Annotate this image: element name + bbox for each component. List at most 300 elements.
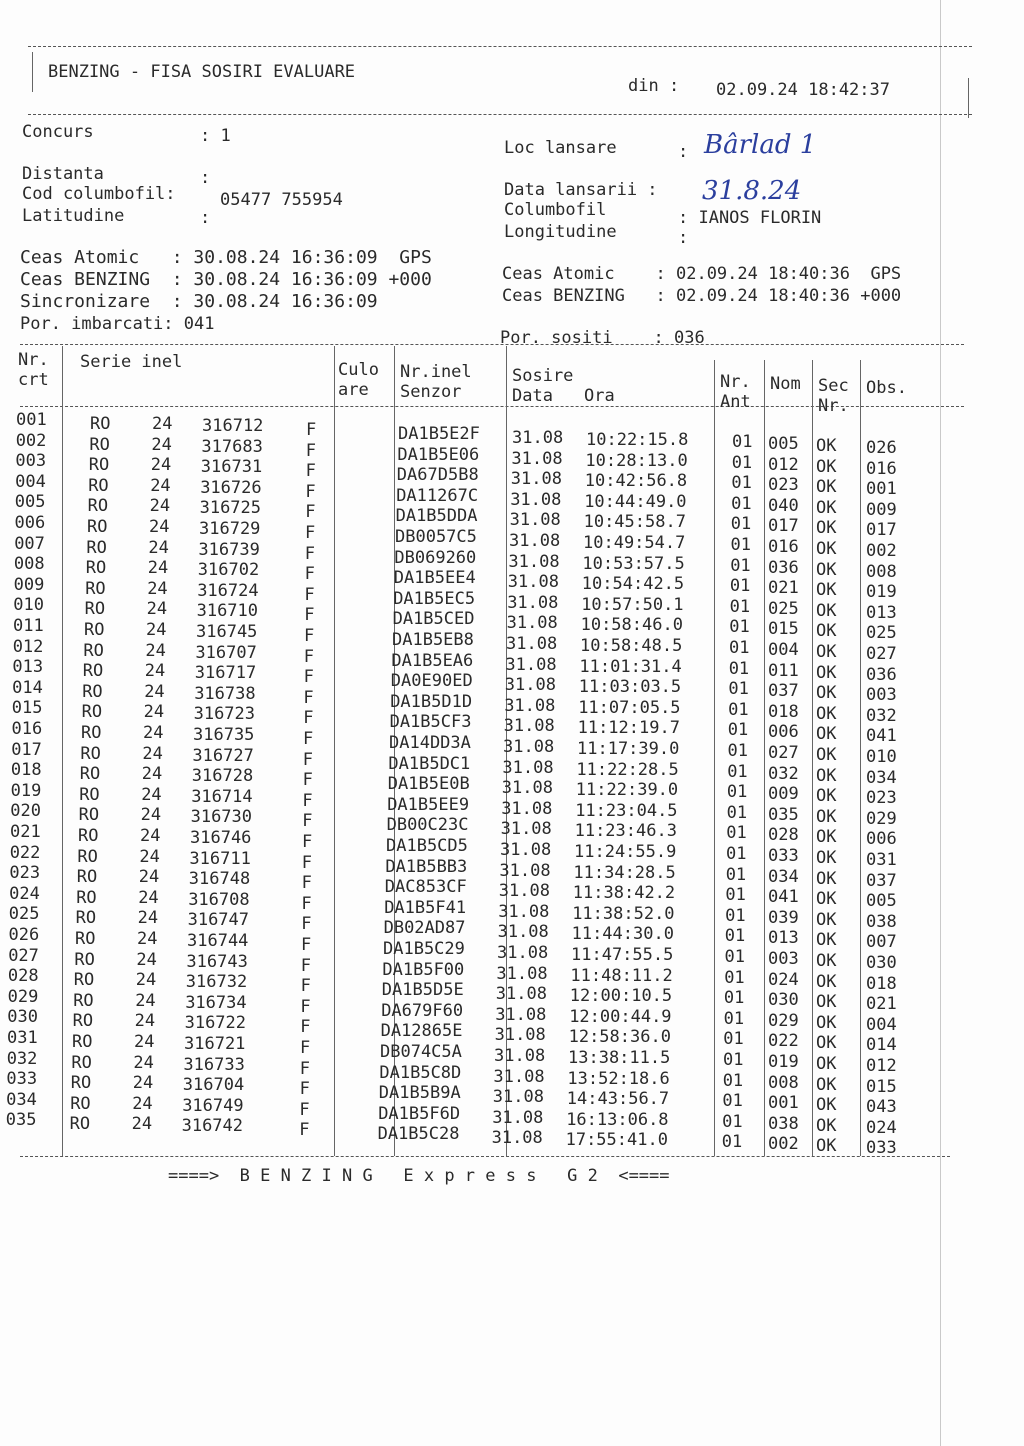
cell-tara: RO (75, 929, 96, 949)
cell-data: 31.08 (503, 737, 555, 757)
col-sep-sosire (714, 360, 715, 1156)
cell-an: 24 (144, 661, 166, 682)
cell-sec: OK (816, 539, 837, 559)
cell-nom: 003 (768, 949, 799, 969)
cell-inel: 316746 (190, 828, 252, 848)
cell-ora: 11:38:42.2 (572, 883, 676, 904)
cell-nom: 018 (768, 701, 799, 722)
cell-sec: OK (816, 580, 837, 601)
cell-nr: 006 (14, 513, 46, 533)
cell-ant: 01 (731, 452, 753, 473)
cell-obs: 016 (866, 458, 897, 479)
cell-obs: 009 (866, 499, 897, 520)
ceas-benzing-end: Ceas BENZING : 02.09.24 18:40:36 +000 (502, 286, 902, 306)
cell-obs: 030 (866, 953, 897, 973)
cell-ora: 11:23:46.3 (574, 821, 677, 842)
cell-senzor: DA1B5D1D (390, 691, 473, 712)
cell-ora: 11:01:31.4 (579, 656, 682, 677)
cell-nr: 007 (14, 533, 45, 554)
col-header-are: are (338, 380, 369, 400)
cell-ora: 11:22:28.5 (576, 759, 679, 780)
cell-sec: OK (816, 436, 837, 456)
cell-senzor: DA1B5EC5 (393, 588, 476, 609)
cell-nom: 022 (768, 1031, 799, 1052)
cell-tara: RO (90, 414, 111, 434)
cell-sec: OK (816, 786, 837, 807)
cell-sex: F (302, 811, 313, 832)
cell-ora: 10:44:49.0 (584, 491, 687, 512)
cell-nr: 028 (7, 966, 39, 987)
cell-sex: F (301, 893, 312, 914)
cell-sec: OK (816, 724, 837, 745)
cell-nom: 034 (768, 866, 799, 887)
cell-ora: 10:58:48.5 (580, 636, 683, 656)
cell-senzor: DA1B5B9A (378, 1083, 461, 1104)
concurs-label: Concurs (22, 122, 94, 142)
cell-senzor: DA1B5C8D (379, 1062, 462, 1083)
cell-tara: RO (70, 1093, 91, 1114)
cell-ora: 11:47:55.5 (571, 945, 674, 965)
cell-data: 31.08 (507, 572, 559, 593)
cell-ant: 01 (727, 741, 748, 761)
cell-ant: 01 (726, 823, 747, 844)
cell-data: 31.08 (510, 489, 562, 510)
cell-data: 31.08 (504, 695, 556, 716)
cell-nom: 024 (768, 969, 799, 990)
cell-senzor: DA1B5EB8 (392, 630, 474, 650)
cell-obs: 001 (866, 479, 897, 500)
cell-inel: 316708 (188, 889, 250, 910)
cell-nom: 025 (768, 598, 799, 619)
cell-nom: 028 (768, 825, 799, 846)
cell-nom: 041 (768, 887, 799, 908)
cell-obs: 037 (866, 870, 897, 891)
cell-an: 24 (151, 434, 172, 455)
cell-sex: F (305, 440, 317, 461)
cell-senzor: DA67D5B8 (396, 465, 479, 486)
cell-senzor: DA1B5CF3 (389, 712, 472, 733)
cell-ant: 01 (725, 885, 746, 906)
cell-senzor: DA1B5CD5 (386, 836, 468, 856)
cell-data: 31.08 (497, 922, 549, 943)
cell-tara: RO (78, 805, 100, 826)
cell-obs: 007 (866, 932, 897, 953)
cell-sec: OK (816, 868, 837, 889)
col-header-ant: Ant (720, 392, 751, 412)
cell-ant: 01 (722, 1091, 743, 1112)
cell-data: 31.08 (494, 1025, 546, 1046)
cell-inel: 316710 (196, 601, 259, 622)
cell-data: 31.08 (501, 798, 553, 819)
cell-data: 31.08 (507, 592, 559, 613)
cell-nom: 027 (768, 743, 799, 763)
cell-ora: 17:55:41.0 (565, 1130, 668, 1151)
cell-inel: 316731 (200, 457, 263, 478)
cell-data: 31.08 (509, 510, 561, 531)
cell-senzor: DA1B5BB3 (385, 856, 468, 877)
cell-senzor: DB074C5A (380, 1042, 462, 1062)
cell-data: 31.08 (506, 613, 558, 634)
cell-nom: 006 (768, 722, 799, 743)
cell-tara: RO (73, 990, 94, 1011)
cell-senzor: DA1B5CED (392, 609, 475, 630)
cod-label: Cod columbofil: (22, 184, 176, 204)
cell-tara: RO (88, 475, 109, 496)
cell-inel: 316743 (186, 951, 248, 972)
cell-data: 31.08 (493, 1066, 545, 1087)
col-header-obs: Obs. (866, 378, 907, 398)
cell-nr: 001 (16, 410, 47, 430)
cell-an: 24 (138, 887, 159, 908)
cell-senzor: DB069260 (394, 547, 477, 568)
col-header-crt: crt (18, 370, 49, 390)
cell-sec: OK (816, 600, 837, 621)
cell-data: 31.08 (492, 1087, 544, 1108)
cell-ora: 12:00:10.5 (569, 986, 673, 1007)
cell-an: 24 (147, 578, 168, 599)
cell-ant: 01 (723, 1050, 744, 1070)
cell-an: 24 (131, 1114, 153, 1135)
cell-data: 31.08 (494, 1046, 546, 1066)
cell-inel: 316744 (187, 931, 249, 951)
cell-nr: 013 (12, 657, 44, 678)
cell-inel: 316728 (191, 766, 254, 787)
cell-inel: 316722 (184, 1013, 247, 1034)
cell-obs: 027 (866, 644, 897, 664)
cell-inel: 316735 (193, 725, 255, 745)
col-header-nr: Nr. (18, 350, 49, 370)
cell-inel: 316723 (193, 704, 256, 725)
cell-data: 31.08 (491, 1128, 543, 1149)
cell-senzor: DA1B5E2F (398, 424, 480, 444)
cell-senzor: DAC853CF (384, 877, 467, 898)
cell-ora: 11:03:03.5 (578, 677, 682, 698)
cell-senzor: DB0057C5 (395, 527, 477, 547)
cell-nr: 004 (15, 471, 46, 492)
cell-tara: RO (82, 681, 103, 702)
cell-nr: 026 (8, 925, 40, 945)
cell-data: 31.08 (509, 531, 561, 551)
cell-ant: 01 (724, 926, 746, 947)
cell-inel: 316738 (194, 683, 256, 704)
cell-an: 24 (132, 1093, 153, 1114)
cell-an: 24 (149, 517, 170, 537)
cell-obs: 032 (866, 705, 897, 726)
cell-obs: 041 (866, 726, 897, 747)
loc-lansare-label: Loc lansare (504, 138, 617, 158)
cell-nom: 009 (768, 784, 799, 805)
cell-ant: 01 (723, 1029, 744, 1050)
cell-data: 31.08 (511, 448, 563, 469)
cell-nr: 003 (15, 451, 47, 472)
cell-sec: OK (816, 765, 837, 786)
cell-sex: F (303, 667, 314, 688)
distanta-label: Distanta (22, 164, 104, 184)
cell-an: 24 (147, 558, 169, 579)
cell-tara: RO (76, 887, 97, 908)
cell-ant: 01 (727, 761, 748, 782)
cell-nom: 008 (768, 1072, 799, 1093)
cell-sex: F (303, 646, 315, 667)
cell-nom: 021 (768, 578, 799, 599)
cell-ant: 01 (732, 432, 753, 452)
cell-obs: 019 (866, 582, 897, 603)
cell-sex: F (304, 584, 315, 605)
data-lansarii-label: Data lansarii : (504, 180, 658, 200)
cell-nom: 013 (768, 928, 799, 949)
cell-data: 31.08 (495, 984, 547, 1005)
cell-nr: 021 (10, 822, 41, 842)
cell-inel: 316739 (198, 539, 260, 560)
cell-nom: 016 (768, 537, 799, 557)
cell-sec: OK (816, 1136, 837, 1157)
cell-nr: 016 (11, 719, 43, 739)
cell-inel: 316733 (183, 1054, 245, 1075)
cell-nr: 034 (6, 1089, 37, 1110)
cell-an: 24 (135, 970, 157, 991)
cell-an: 24 (133, 1052, 154, 1073)
cell-sex: F (299, 1099, 310, 1120)
cell-data: 31.08 (495, 1004, 547, 1025)
cell-nom: 030 (768, 990, 799, 1011)
cell-obs: 004 (866, 1014, 897, 1035)
cell-inel: 316742 (181, 1116, 244, 1137)
cell-obs: 003 (866, 685, 897, 706)
cell-obs: 024 (866, 1117, 897, 1138)
cell-an: 24 (146, 599, 168, 620)
concurs-value: : 1 (200, 126, 231, 146)
cell-ora: 11:24:55.9 (574, 842, 677, 862)
cell-an: 24 (134, 1032, 155, 1052)
cell-inel: 316725 (199, 498, 262, 519)
cell-inel: 316730 (190, 807, 253, 828)
cell-senzor: DA1B5C28 (377, 1124, 460, 1145)
cell-ant: 01 (728, 679, 749, 700)
cell-nr: 035 (5, 1110, 37, 1131)
cell-sex: F (300, 955, 312, 976)
cell-tara: RO (72, 1011, 94, 1032)
cell-ant: 01 (721, 1132, 743, 1153)
col-header-culo: Culo (338, 360, 379, 380)
cell-sec: OK (816, 1115, 837, 1136)
cell-ant: 01 (728, 699, 749, 720)
cell-nom: 033 (768, 846, 799, 866)
cell-sec: OK (816, 1033, 837, 1054)
cell-data: 31.08 (510, 469, 562, 490)
cell-sec: OK (816, 518, 837, 539)
cell-ora: 11:48:11.2 (570, 965, 673, 986)
cell-nom: 032 (768, 763, 799, 784)
cell-an: 24 (136, 949, 157, 970)
cell-an: 24 (135, 990, 156, 1011)
cell-ora: 10:53:57.5 (582, 553, 685, 574)
page-edge-line (940, 0, 941, 1446)
cell-ant: 01 (725, 864, 747, 885)
cell-nom: 012 (768, 454, 799, 475)
cell-sex: F (301, 914, 312, 935)
col-sep-nom (812, 360, 813, 1156)
cell-nr: 032 (6, 1048, 38, 1069)
latitudine-value: : (200, 208, 211, 228)
cell-tara: RO (70, 1073, 92, 1094)
cell-data: 31.08 (504, 675, 556, 696)
cell-sec: OK (816, 1012, 837, 1033)
cell-inel: 316727 (192, 745, 254, 766)
cell-nr: 014 (12, 677, 43, 698)
cell-ora: 13:52:18.6 (567, 1068, 670, 1089)
date-label: din : (628, 76, 680, 96)
cell-sec: OK (816, 642, 837, 662)
cell-sec: OK (816, 477, 837, 498)
cell-data: 31.08 (500, 840, 552, 860)
cell-obs: 026 (866, 438, 897, 458)
cell-ant: 01 (729, 617, 750, 638)
cell-data: 31.08 (499, 860, 551, 881)
cell-nr: 022 (9, 842, 41, 863)
cell-senzor: DA1B5DC1 (388, 753, 471, 774)
cell-sec: OK (816, 909, 837, 930)
cell-nr: 023 (9, 863, 41, 884)
col-header-nrant: Nr. (720, 372, 751, 392)
cell-an: 24 (145, 640, 166, 661)
print-datetime: 02.09.24 18:42:37 (716, 80, 890, 100)
col-header-sosire: Sosire (512, 366, 574, 386)
cell-senzor: DA1B5F6D (378, 1103, 461, 1124)
cell-nr: 029 (7, 986, 39, 1007)
cell-sec: OK (816, 827, 837, 848)
col-sep-sec (860, 360, 861, 1156)
cell-nom: 017 (768, 516, 799, 537)
cell-nr: 002 (15, 430, 47, 451)
cell-ora: 16:13:06.8 (566, 1109, 669, 1130)
cell-tara: RO (83, 640, 104, 661)
cell-obs: 012 (866, 1056, 897, 1076)
col-sep-serie (334, 346, 335, 1156)
cell-sex: F (301, 935, 312, 955)
cell-data: 31.08 (512, 428, 564, 448)
loc-lansare-colon: : (678, 142, 689, 162)
cell-sec: OK (816, 1054, 837, 1074)
cell-inel: 316724 (197, 580, 259, 601)
cell-an: 24 (138, 867, 160, 888)
cell-an: 24 (148, 537, 169, 558)
porumbei-imbarcati: Por. imbarcati: 041 (20, 314, 215, 334)
cell-tara: RO (80, 743, 101, 764)
cell-sec: OK (816, 951, 837, 971)
document-title: BENZING - FISA SOSIRI EVALUARE (48, 62, 356, 82)
cod-value: 05477 755954 (220, 190, 343, 210)
col-header-nom: Nom (770, 374, 801, 394)
cell-an: 24 (143, 702, 165, 723)
cell-ora: 11:07:05.5 (578, 697, 681, 718)
header-right-border (968, 78, 969, 118)
cell-an: 24 (140, 805, 162, 826)
cell-tara: RO (86, 537, 107, 558)
cell-sec: OK (816, 1074, 837, 1095)
cell-nr: 019 (10, 780, 42, 801)
col-header-ora: Ora (584, 386, 615, 406)
cell-nr: 011 (13, 616, 44, 636)
cell-data: 31.08 (497, 943, 549, 963)
cell-ant: 01 (730, 514, 752, 535)
cell-nom: 005 (768, 434, 799, 454)
cell-tara: RO (76, 867, 98, 888)
cell-ant: 01 (730, 535, 751, 555)
cell-ora: 10:54:42.5 (581, 574, 685, 595)
cell-sec: OK (816, 992, 837, 1013)
cell-sex: F (301, 873, 312, 894)
cell-an: 24 (146, 620, 167, 640)
cell-obs: 005 (866, 891, 897, 912)
cell-senzor: DA12865E (380, 1021, 463, 1042)
ceas-atomic-end: Ceas Atomic : 02.09.24 18:40:36 GPS (502, 264, 902, 284)
cell-data: 31.08 (506, 634, 558, 654)
cell-tara: RO (74, 949, 95, 970)
cell-inel: 316714 (191, 786, 253, 807)
cell-ant: 01 (724, 947, 745, 967)
cell-sex: F (304, 626, 315, 646)
cell-nom: 002 (768, 1134, 799, 1155)
cell-sec: OK (816, 621, 837, 642)
cell-nr: 005 (14, 492, 46, 513)
cell-ant: 01 (722, 1111, 743, 1132)
footer-banner: ====> B E N Z I N G E x p r e s s G 2 <==== (168, 1166, 670, 1186)
cell-ora: 11:44:30.0 (571, 924, 674, 945)
cell-tara: RO (72, 1032, 93, 1052)
sincronizare: Sincronizare : 30.08.24 16:36:09 (20, 291, 378, 312)
col-header-serie: Serie inel (80, 352, 183, 372)
cell-nr: 018 (10, 760, 42, 781)
cell-data: 31.08 (505, 654, 557, 675)
cell-an: 24 (137, 929, 158, 949)
cell-tara: RO (75, 908, 97, 929)
cell-sec: OK (816, 1095, 837, 1116)
cell-senzor: DA0E90ED (390, 671, 473, 692)
cell-sec: OK (816, 683, 837, 704)
cell-nr: 031 (7, 1028, 38, 1048)
cell-data: 31.08 (503, 716, 555, 737)
cell-tara: RO (82, 661, 104, 682)
cell-obs: 013 (866, 602, 897, 623)
cell-nr: 024 (9, 883, 40, 904)
longitudine-value: : (678, 228, 689, 248)
cell-tara: RO (81, 723, 102, 743)
cell-an: 24 (139, 846, 160, 867)
cell-sex: F (302, 790, 313, 811)
cell-obs: 043 (866, 1097, 897, 1118)
cell-obs: 008 (866, 561, 897, 582)
cell-sec: OK (816, 559, 837, 580)
cell-obs: 038 (866, 911, 897, 932)
latitudine-label: Latitudine (22, 206, 125, 226)
cell-obs: 033 (866, 1138, 897, 1159)
cell-sec: OK (816, 662, 837, 683)
cell-an: 24 (143, 723, 164, 743)
cell-data: 31.08 (492, 1107, 544, 1128)
cell-sex: F (300, 976, 311, 997)
cell-nr: 025 (8, 904, 40, 925)
cell-nom: 040 (768, 495, 799, 516)
cell-inel: 316712 (202, 416, 264, 436)
cell-nom: 001 (768, 1093, 799, 1114)
cell-ora: 10:22:15.8 (586, 430, 689, 450)
cell-ant: 01 (722, 1070, 744, 1091)
cell-nr: 008 (13, 554, 45, 575)
cell-senzor: DB00C23C (386, 815, 469, 836)
cell-data: 31.08 (501, 778, 553, 799)
cell-sex: F (304, 543, 316, 564)
cell-tara: RO (85, 558, 107, 579)
